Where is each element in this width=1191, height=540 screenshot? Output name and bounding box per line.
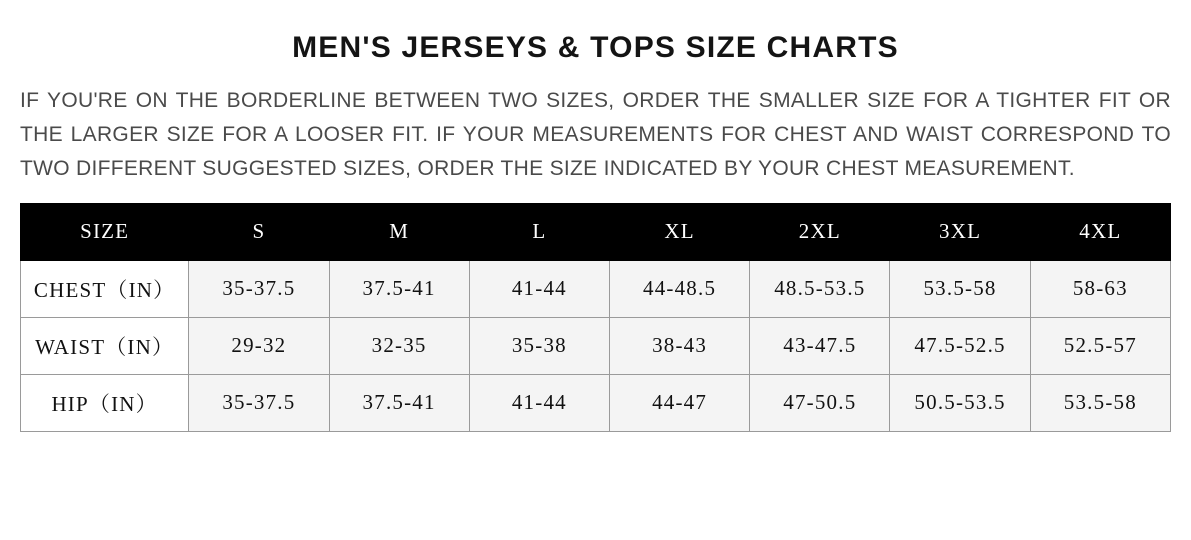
table-row [21,374,1171,431]
cell-hip-2xl: 47-50.5 [750,374,890,431]
cell-chest-s: 35-37.5 [189,260,329,317]
row-label-hip: HIP（IN） [21,374,189,431]
cell-hip-l: 41-44 [469,374,609,431]
cell-waist-3xl: 47.5-52.5 [890,317,1030,374]
column-header-4xl: 4XL [1030,203,1170,260]
cell-waist-2xl: 43-47.5 [750,317,890,374]
table-body [21,260,1171,431]
table-row [21,317,1171,374]
column-header-2xl: 2XL [750,203,890,260]
cell-chest-3xl: 53.5-58 [890,260,1030,317]
intro-paragraph: IF YOU'RE ON THE BORDERLINE BETWEEN TWO SIZES, ORDER THE SMALLER SIZE FOR A TIGHTER FIT OR THE LARGER SIZE FOR A LOOSER FIT. IF YOUR MEASUREMENTS FOR CHEST AND WAIST CORRESPOND TO TWO DIFFERENT SUGGESTED SIZES, ORDER THE SIZE INDICATED BY YOUR CHEST MEASUREMENT. [20,89,1171,181]
column-header-m: M [329,203,469,260]
row-label-chest: CHEST（IN） [21,260,189,317]
cell-waist-4xl: 52.5-57 [1030,317,1170,374]
table-header-row [21,203,1171,260]
cell-waist-s: 29-32 [189,317,329,374]
table-row [21,260,1171,317]
cell-chest-xl: 44-48.5 [609,260,749,317]
cell-hip-m: 37.5-41 [329,374,469,431]
cell-chest-l: 41-44 [469,260,609,317]
cell-waist-l: 35-38 [469,317,609,374]
size-chart-table [20,203,1171,432]
row-label-waist: WAIST（IN） [21,317,189,374]
table-header [21,203,1171,260]
cell-chest-2xl: 48.5-53.5 [750,260,890,317]
cell-waist-xl: 38-43 [609,317,749,374]
cell-hip-s: 35-37.5 [189,374,329,431]
column-header-xl: XL [609,203,749,260]
cell-chest-4xl: 58-63 [1030,260,1170,317]
cell-hip-xl: 44-47 [609,374,749,431]
cell-waist-m: 32-35 [329,317,469,374]
column-header-l: L [469,203,609,260]
page-title: MEN'S JERSEYS & TOPS SIZE CHARTS [292,31,899,64]
column-header-3xl: 3XL [890,203,1030,260]
column-header-s: S [189,203,329,260]
cell-hip-3xl: 50.5-53.5 [890,374,1030,431]
column-header-size: SIZE [21,203,189,260]
cell-chest-m: 37.5-41 [329,260,469,317]
size-chart-page [0,30,1191,540]
cell-hip-4xl: 53.5-58 [1030,374,1170,431]
